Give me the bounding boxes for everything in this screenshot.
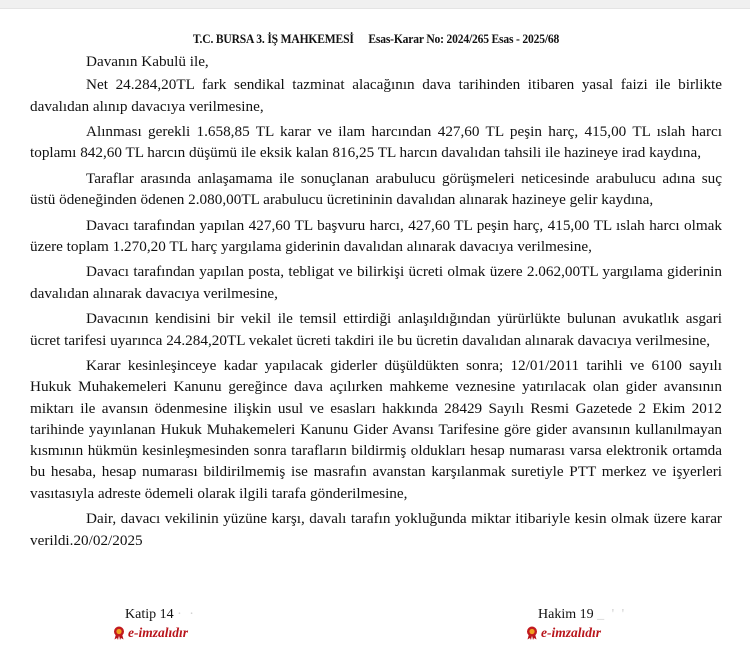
judge-name-redacted: _ ' ' [597, 607, 627, 622]
court-decision-page [0, 32, 750, 551]
signature-block [0, 607, 750, 657]
decision-body [30, 51, 722, 551]
seal-icon [526, 626, 538, 640]
paragraph-court-fees: Alınması gerekli 1.658,85 TL karar ve ilam harcından 427,60 TL peşin harç, 415,00 TL ıslah harcı toplamı 842,60 TL harcın düşümü ile eksik kalan 816,25 TL harcın davalıdan tahsili ile hazineye irad kaydına, [30, 123, 722, 162]
paragraph-postal-expenses: Davacı tarafından yapılan posta, tebligat ve bilirkişi ücreti olmak üzere 2.062,00TL yargılama giderinin davalıdan alınarak davacıya verilmesine, [30, 263, 722, 302]
paragraph-acceptance: Davanın Kabulü ile, [86, 53, 209, 70]
paragraph-compensation: Net 24.284,20TL fark sendikal tazminat alacağının dava tarihinden itibaren yasal faizi ile birlikte davalıdan alınıp davacıya verilmesine, [30, 76, 722, 115]
case-number: Esas-Karar No: 2024/265 Esas - 2025/68 [368, 32, 560, 46]
judge-e-signed-label: e-imzalıdır [541, 625, 601, 640]
seal-icon [113, 626, 125, 640]
paragraph-advance-refund: Karar kesinleşinceye kadar yapılacak giderler düşüldükten sonra; 12/01/2011 tarihli ve 6100 sayılı Hukuk Muhakemeleri Kanunu gereğince dava açılırken mahkeme veznesine yatırılacak olan gider avansının miktarı ile avansın ödenmesine ilişkin usul ve esasları hakkında 28429 Sayılı Resmi Gazetede 2 Ekim 2012 tarihinde yayınlanan Hukuk Muhakemeleri Kanunu Gider Avansı Tarifesine göre gider avansının kullanılmayan kısmının hükmün kesinleşmesinden sonra tarafların bildirmiş oldukları hesap numarası varsa elektronik ortamda bu hesaba, hesap numarası bildirilmemiş ise masrafın avanstan karşılanmak suretiyle PTT merkez ve işyerleri vasıtasıyla adreste ödemeli olarak ilgili tarafa gönderilmesine, [30, 356, 722, 502]
judge-signature [538, 607, 626, 641]
viewer-top-bar [0, 0, 750, 9]
paragraph-verdict: Dair, davacı vekilinin yüzüne karşı, davalı tarafın yokluğunda miktar itibariyle kesin olmak üzere karar verildi.20/02/2025 [30, 510, 722, 549]
clerk-e-signed-label: e-imzalıdır [128, 625, 188, 640]
clerk-name-redacted: · · [177, 607, 196, 622]
judge-name: Hakim 19 [538, 607, 594, 622]
paragraph-attorney-fee: Davacının kendisini bir vekil ile temsil ettirdiği anlaşıldığından yürürlükte bulunan avukatlık asgari ücret tarifesi uyarınca 24.284,20TL vekalet ücreti takdiri ile bu ücretin davalıdan alınarak davacıya verilmesine, [30, 310, 722, 349]
clerk-name: Katip 14 [125, 607, 174, 622]
document-header [58, 32, 695, 47]
paragraph-fee-expenses: Davacı tarafından yapılan 427,60 TL başvuru harcı, 427,60 TL peşin harç, 415,00 TL ıslah harcı olmak üzere toplam 1.270,20 TL harç yargılama giderinin davalıdan alınarak davacıya verilmesine, [30, 216, 722, 255]
paragraph-mediator-fee: Taraflar arasında anlaşamama ile sonuçlanan arabulucu görüşmeleri neticesinde arabulucu adına suç üstü ödeneğinden ödenen 2.080,00TL arabulucu ücretininin davalıdan alınarak hazineye gelir kaydına, [30, 169, 722, 209]
clerk-signature [125, 607, 196, 641]
court-name: T.C. BURSA 3. İŞ MAHKEMESİ [192, 32, 354, 46]
